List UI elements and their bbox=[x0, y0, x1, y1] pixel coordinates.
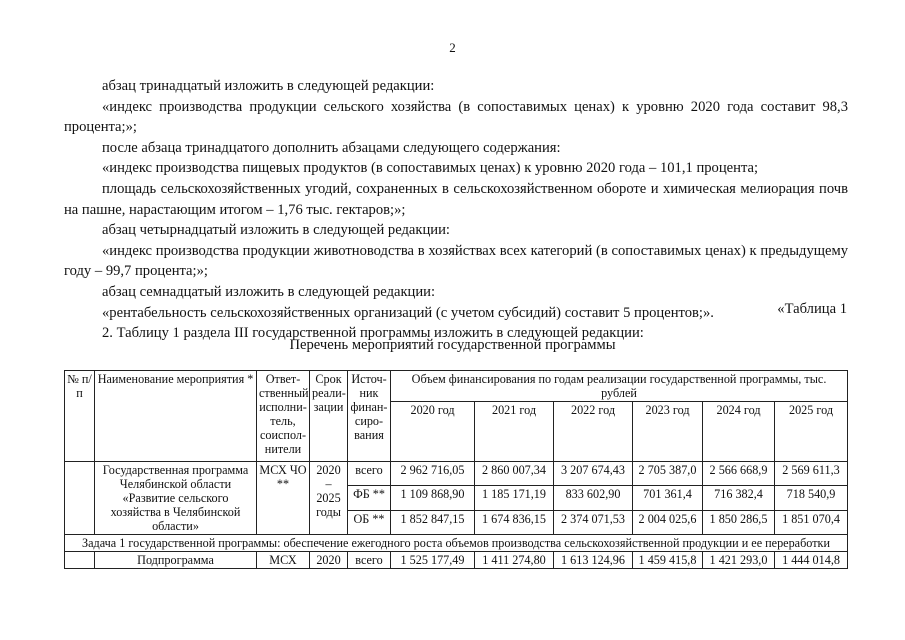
cell-value: 1 850 286,5 bbox=[703, 510, 775, 534]
measures-table bbox=[64, 370, 848, 569]
cell-value: 1 851 070,4 bbox=[775, 510, 848, 534]
cell-value: 1 459 415,8 bbox=[633, 552, 703, 569]
header-year: 2025 год bbox=[775, 402, 848, 462]
paragraph: «рентабельность сельскохозяйственных организаций (с учетом субсидий) составит 5 процентов;». bbox=[102, 304, 714, 321]
header-term: Срок реали-зации bbox=[310, 371, 348, 462]
cell-value: 2 860 007,34 bbox=[475, 462, 554, 486]
header-row bbox=[65, 371, 848, 402]
header-funding: Объем финансирования по годам реализации государственной программы, тыс. рублей bbox=[391, 371, 848, 402]
cell-value: 3 207 674,43 bbox=[554, 462, 633, 486]
paragraph: 2. Таблицу 1 раздела III государственной программы изложить в следующей редакции: bbox=[102, 325, 644, 342]
cell-value: 2 705 387,0 bbox=[633, 462, 703, 486]
task-cell: Задача 1 государственной программы: обеспечение ежегодного роста объемов производства сельскохозяйственной продукции и ее переработки bbox=[65, 535, 848, 552]
cell-value: 1 109 868,90 bbox=[391, 486, 475, 510]
paragraph: «индекс производства продукции сельского хозяйства (в сопоставимых ценах) к уровню 2020 года составит 98,3 процента;»; bbox=[64, 98, 848, 136]
cell-value: 701 361,4 bbox=[633, 486, 703, 510]
paragraph: абзац четырнадцатый изложить в следующей редакции: bbox=[102, 222, 450, 239]
paragraph: абзац тринадцатый изложить в следующей редакции: bbox=[102, 78, 435, 94]
cell-source: ФБ ** bbox=[348, 486, 391, 510]
cell-num bbox=[65, 462, 95, 535]
cell-value: 716 382,4 bbox=[703, 486, 775, 510]
cell-value: 2 566 668,9 bbox=[703, 462, 775, 486]
cell-responsible: МСХ ЧО ** bbox=[257, 462, 310, 535]
cell-value: 2 569 611,3 bbox=[775, 462, 848, 486]
cell-value: 1 421 293,0 bbox=[703, 552, 775, 569]
paragraph: после абзаца тринадцатого дополнить абзацами следующего содержания: bbox=[102, 139, 561, 156]
paragraph: абзац семнадцатый изложить в следующей редакции: bbox=[102, 283, 436, 300]
table-note: «Таблица 1 bbox=[777, 301, 847, 317]
cell-value: 2 374 071,53 bbox=[554, 510, 633, 534]
cell-value: 2 962 716,05 bbox=[391, 462, 475, 486]
cell-num bbox=[65, 552, 95, 569]
header-year: 2020 год bbox=[391, 402, 475, 462]
cell-program-name: Государственная программа Челябинской области «Развитие сельского хозяйства в Челябинской области» bbox=[95, 462, 257, 535]
cell-value: 1 852 847,15 bbox=[391, 510, 475, 534]
cell-value: 1 613 124,96 bbox=[554, 552, 633, 569]
paragraph: «индекс производства продукции животноводства в хозяйствах всех категорий (в сопоставимых ценах) к предыдущему году – 99,7 процента;»; bbox=[64, 242, 848, 280]
cell-value: 1 185 171,19 bbox=[475, 486, 554, 510]
header-responsible: Ответ-ственный исполни-тель, соиспол-нители bbox=[257, 371, 310, 462]
page-number: 2 bbox=[449, 40, 456, 55]
term-end: 2025 годы bbox=[316, 491, 341, 519]
cell-term: 2020 bbox=[310, 552, 348, 569]
cell-term bbox=[310, 462, 348, 535]
cell-subprogram-name: Подпрограмма bbox=[95, 552, 257, 569]
term-start: 2020 bbox=[316, 463, 341, 477]
task-row bbox=[65, 535, 848, 552]
header-year: 2022 год bbox=[554, 402, 633, 462]
table-row bbox=[65, 552, 848, 569]
header-num: № п/п bbox=[65, 371, 95, 462]
paragraph: «индекс производства пищевых продуктов (в сопоставимых ценах) к уровню 2020 года – 101,1 процента; bbox=[102, 160, 759, 177]
term-dash: – bbox=[325, 477, 332, 491]
cell-value: 718 540,9 bbox=[775, 486, 848, 510]
cell-value: 1 525 177,49 bbox=[391, 552, 475, 569]
cell-responsible: МСХ bbox=[257, 552, 310, 569]
cell-value: 1 411 274,80 bbox=[475, 552, 554, 569]
body-text bbox=[64, 76, 848, 344]
header-name: Наименование мероприятия * bbox=[95, 371, 257, 462]
cell-source: всего bbox=[348, 462, 391, 486]
header-year: 2023 год bbox=[633, 402, 703, 462]
header-year: 2024 год bbox=[703, 402, 775, 462]
table-row bbox=[65, 462, 848, 486]
header-year: 2021 год bbox=[475, 402, 554, 462]
header-source: Источ-ник финан-сиро-вания bbox=[348, 371, 391, 462]
cell-value: 833 602,90 bbox=[554, 486, 633, 510]
cell-value: 2 004 025,6 bbox=[633, 510, 703, 534]
table-title: Перечень мероприятий государственной программы bbox=[289, 337, 616, 353]
paragraph: площадь сельскохозяйственных угодий, сохраненных в сельскохозяйственном обороте и химическая мелиорация почв на пашне, нарастающим итогом – 1,76 тыс. гектаров;»; bbox=[64, 180, 848, 218]
cell-value: 1 674 836,15 bbox=[475, 510, 554, 534]
cell-source: ОБ ** bbox=[348, 510, 391, 534]
cell-source: всего bbox=[348, 552, 391, 569]
cell-value: 1 444 014,8 bbox=[775, 552, 848, 569]
